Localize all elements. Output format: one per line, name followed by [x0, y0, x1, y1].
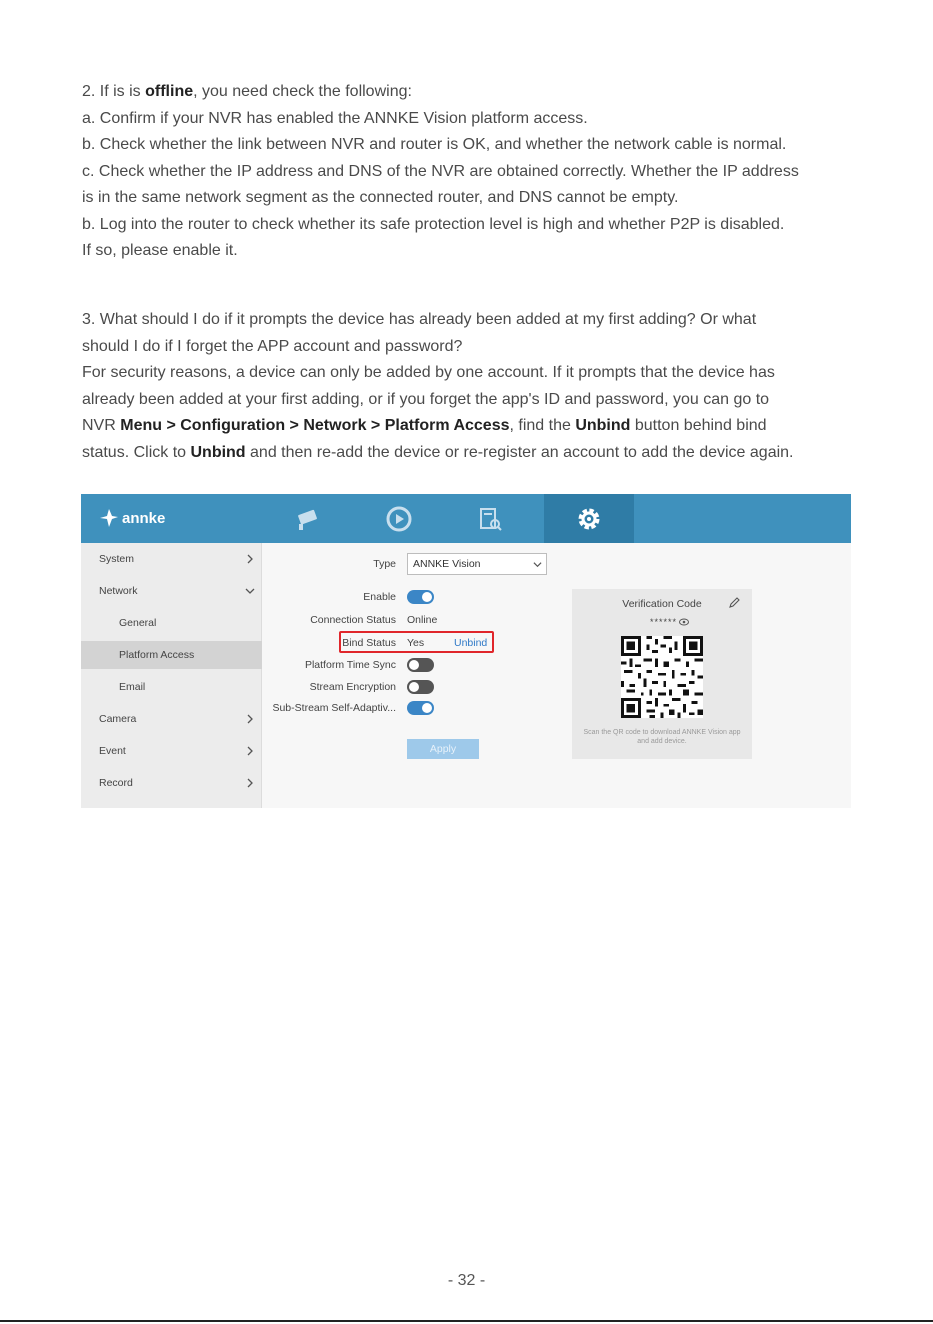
sidebar-item-event[interactable]: Event [81, 737, 262, 765]
search-file-icon [475, 504, 505, 534]
connection-status-value: Online [407, 614, 438, 626]
tab-search[interactable] [445, 494, 535, 543]
eye-icon[interactable] [679, 618, 689, 626]
section-unbind-faq [82, 307, 872, 466]
faq-answer-2: already been added at your first adding, or if you forget the app's ID and password, you can go to [82, 390, 770, 408]
camera-icon [294, 504, 324, 534]
chevron-down-icon [533, 560, 542, 569]
step-c: c. Check whether the IP address and DNS of the NVR are obtained correctly. Whether the IP address [82, 162, 799, 180]
sidebar-item-general[interactable]: General [119, 617, 157, 629]
qr-caption: Scan the QR code to download ANNKE Vision app and add device. [583, 729, 741, 745]
chevron-right-icon [244, 713, 256, 725]
chevron-right-icon [244, 745, 256, 757]
substream-label: Sub-Stream Self-Adaptiv... [272, 702, 396, 714]
qr-code-icon [621, 636, 703, 718]
chevron-right-icon [244, 777, 256, 789]
substream-toggle[interactable] [407, 701, 434, 715]
brand-name: annke [122, 509, 166, 527]
verification-code-masked: ****** [650, 617, 678, 627]
faq-answer-1: For security reasons, a device can only be added by one account. If it prompts that the device has [82, 364, 775, 381]
page-number: - 32 - [447, 1272, 486, 1289]
offline-heading: 2. If is is offline, you need check the following: [82, 83, 412, 100]
bind-status-label: Bind Status [342, 637, 396, 649]
tab-playback[interactable] [354, 494, 444, 543]
edit-icon[interactable] [728, 597, 740, 609]
faq-answer-4: status. Click to Unbind and then re-add the device or re-register an account to add the device again. [82, 443, 794, 461]
nvr-platform-access-screenshot [81, 494, 851, 808]
nvr-top-bar [81, 494, 851, 543]
type-label: Type [373, 558, 396, 570]
connection-status-label: Connection Status [310, 614, 396, 626]
tab-settings[interactable] [544, 494, 634, 543]
sidebar-item-camera[interactable]: Camera [81, 705, 262, 733]
time-sync-toggle[interactable] [407, 658, 434, 672]
faq-answer-3: NVR Menu > Configuration > Network > Platform Access, find the Unbind button behind bind [82, 417, 767, 434]
unbind-button[interactable]: Unbind [454, 637, 488, 649]
sidebar-item-network[interactable]: Network [81, 577, 262, 605]
section-offline-troubleshooting [82, 79, 872, 265]
time-sync-label: Platform Time Sync [304, 659, 396, 671]
sidebar-item-platform-access[interactable]: Platform Access [81, 641, 262, 669]
stream-encryption-label: Stream Encryption [309, 681, 396, 693]
step-b: b. Check whether the link between NVR and router is OK, and whether the network cable is normal. [82, 136, 787, 153]
verification-title: Verification Code [622, 598, 702, 610]
sidebar-item-email[interactable]: Email [119, 681, 146, 693]
apply-button[interactable]: Apply [407, 739, 479, 759]
settings-sidebar [81, 543, 262, 808]
sidebar-item-record[interactable]: Record [81, 769, 262, 797]
footer-divider [0, 1320, 933, 1322]
chevron-right-icon [244, 553, 256, 565]
step-d: b. Log into the router to check whether its safe protection level is high and whether P2P is disabled. [82, 215, 785, 233]
faq-question-cont: should I do if I forget the APP account and password? [82, 337, 463, 355]
faq-question: 3. What should I do if it prompts the device has already been added at my first adding? Or what [82, 311, 757, 328]
sidebar-item-system[interactable]: System [81, 545, 262, 573]
bind-status-value: Yes [407, 637, 425, 649]
step-d-cont: If so, please enable it. [82, 242, 238, 259]
playback-icon [384, 504, 414, 534]
enable-toggle[interactable] [407, 590, 434, 604]
stream-encryption-toggle[interactable] [407, 680, 434, 694]
type-select[interactable]: ANNKE Vision [407, 553, 547, 575]
tab-live-view[interactable] [264, 494, 354, 543]
enable-label: Enable [363, 591, 396, 603]
gear-icon [574, 504, 604, 534]
chevron-down-icon [244, 585, 256, 597]
annke-logo [99, 507, 165, 529]
step-c-cont: is in the same network segment as the connected router, and DNS cannot be empty. [82, 189, 679, 206]
annke-logo-icon [99, 508, 119, 528]
step-a: a. Confirm if your NVR has enabled the ANNKE Vision platform access. [82, 109, 588, 127]
